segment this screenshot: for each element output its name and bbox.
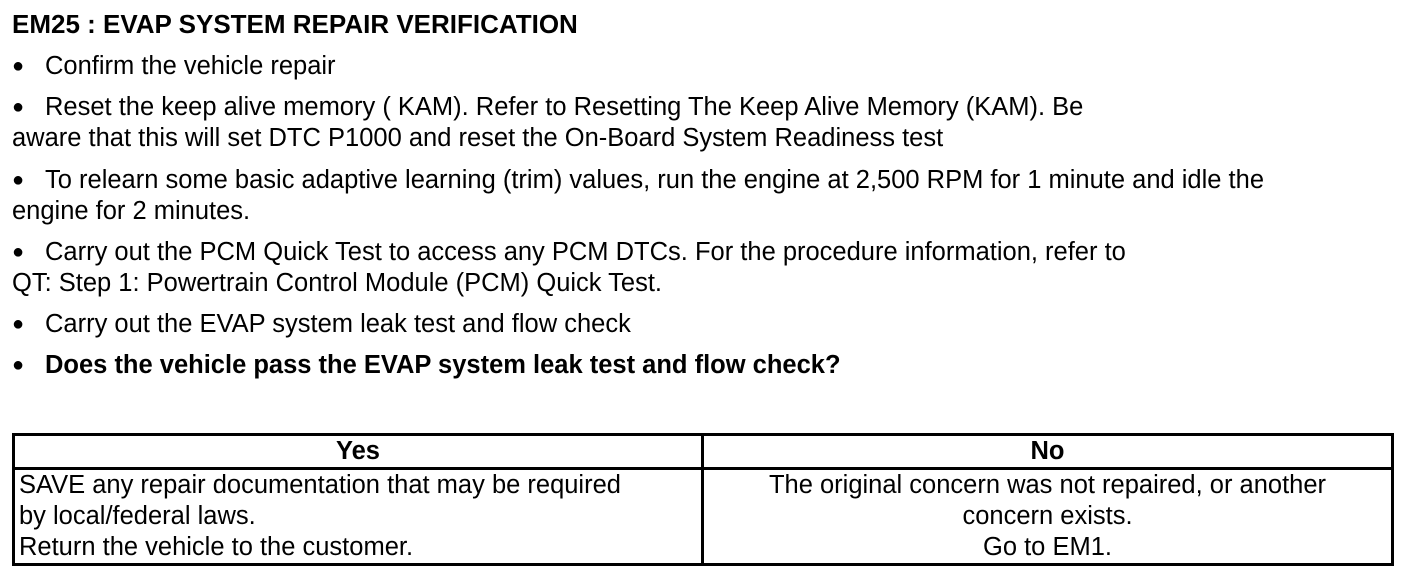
step-text: Reset the keep alive memory ( KAM). Refer to Resetting The Keep Alive Memory (KAM). Be [45, 93, 1084, 121]
step-question [12, 350, 841, 381]
bullet-icon: ● [12, 169, 25, 191]
step-confirm-repair [12, 51, 336, 82]
bullet-icon: ● [12, 96, 25, 118]
result-table [12, 433, 1394, 566]
step-text-continued: QT: Step 1: Powertrain Control Module (PCM) Quick Test. [12, 269, 663, 297]
step-reset-kam [12, 92, 1083, 154]
no-line: concern exists. [962, 502, 1133, 530]
step-text: To relearn some basic adaptive learning (trim) values, run the engine at 2,500 RPM for 1 minute and idle the [45, 166, 1264, 194]
bullet-icon: ● [12, 55, 25, 77]
yes-line: SAVE any repair documentation that may be required [19, 471, 621, 499]
no-line: The original concern was not repaired, or another [768, 471, 1327, 499]
result-header-row [14, 435, 1393, 469]
yes-header: Yes [14, 435, 703, 469]
bullet-icon: ● [12, 313, 25, 335]
no-header: No [703, 435, 1393, 469]
page-title: EM25 : EVAP SYSTEM REPAIR VERIFICATION [12, 9, 578, 39]
step-pcm-quick-test [12, 237, 1126, 299]
yes-line: by local/federal laws. [19, 502, 256, 530]
step-text: Carry out the EVAP system leak test and flow check [45, 310, 631, 338]
result-body-row [14, 469, 1393, 565]
yes-line: Return the vehicle to the customer. [19, 533, 414, 561]
yes-cell [14, 469, 703, 565]
step-leak-test [12, 309, 631, 340]
step-relearn-trim [12, 165, 1264, 227]
go-to-em1-link[interactable]: Go to EM1. [983, 533, 1112, 561]
step-text-continued: engine for 2 minutes. [12, 197, 251, 225]
bullet-icon: ● [12, 354, 25, 376]
step-text: Carry out the PCM Quick Test to access any PCM DTCs. For the procedure information, refer to [45, 238, 1126, 266]
bullet-icon: ● [12, 241, 25, 263]
step-text-continued: aware that this will set DTC P1000 and reset the On-Board System Readiness test [12, 124, 944, 152]
question-text: Does the vehicle pass the EVAP system leak test and flow check? [45, 351, 841, 379]
no-cell [703, 469, 1393, 565]
step-text: Confirm the vehicle repair [45, 52, 336, 80]
